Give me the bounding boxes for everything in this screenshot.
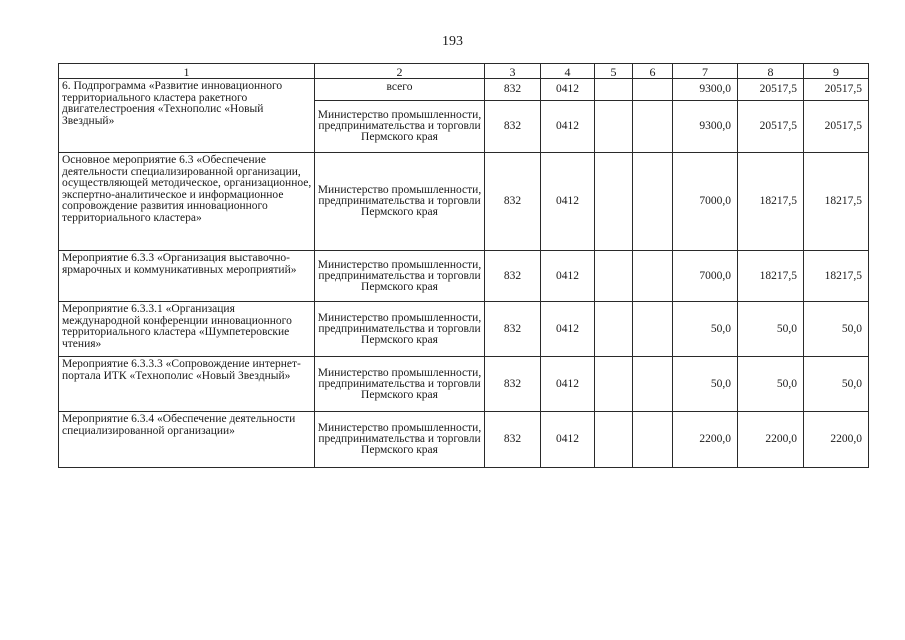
cell-c5: [595, 153, 633, 251]
cell-c6: [633, 357, 673, 412]
executor-cell: Министерство промышленности, предпринимательства и торговли Пермского края: [315, 101, 485, 153]
item-name-cell: Мероприятие 6.3.3 «Организация выставочно-ярмарочных и коммуникативных мероприятий»: [59, 251, 315, 302]
budget-table: [58, 63, 869, 468]
table-row: [59, 79, 869, 101]
column-header: 8: [738, 64, 804, 79]
column-header: 7: [673, 64, 738, 79]
cell-c9: 2200,0: [804, 412, 869, 468]
cell-c8: 50,0: [738, 357, 804, 412]
cell-c6: [633, 79, 673, 101]
cell-c6: [633, 153, 673, 251]
executor-cell: Министерство промышленности, предпринимательства и торговли Пермского края: [315, 153, 485, 251]
cell-c3: 832: [485, 79, 541, 101]
cell-c3: 832: [485, 101, 541, 153]
executor-cell: Министерство промышленности, предпринимательства и торговли Пермского края: [315, 251, 485, 302]
cell-c7: 9300,0: [673, 79, 738, 101]
cell-c5: [595, 101, 633, 153]
table-row: [59, 251, 869, 302]
cell-c3: 832: [485, 302, 541, 357]
executor-cell: Министерство промышленности, предпринимательства и торговли Пермского края: [315, 302, 485, 357]
item-name-cell: Мероприятие 6.3.4 «Обеспечение деятельности специализированной организации»: [59, 412, 315, 468]
cell-c5: [595, 357, 633, 412]
table-row: [59, 153, 869, 251]
cell-c4: 0412: [541, 153, 595, 251]
cell-c5: [595, 251, 633, 302]
header-row: [59, 64, 869, 79]
executor-cell: Министерство промышленности, предпринимательства и торговли Пермского края: [315, 412, 485, 468]
cell-c8: 50,0: [738, 302, 804, 357]
cell-c8: 20517,5: [738, 101, 804, 153]
cell-c8: 18217,5: [738, 251, 804, 302]
column-header: 6: [633, 64, 673, 79]
cell-c4: 0412: [541, 251, 595, 302]
cell-c4: 0412: [541, 101, 595, 153]
cell-c7: 7000,0: [673, 153, 738, 251]
cell-c5: [595, 302, 633, 357]
item-name-cell: Мероприятие 6.3.3.3 «Сопровождение интернет-портала ИТК «Технополис «Новый Звездный»: [59, 357, 315, 412]
cell-c8: 20517,5: [738, 79, 804, 101]
column-header: 3: [485, 64, 541, 79]
cell-c3: 832: [485, 153, 541, 251]
cell-c7: 50,0: [673, 302, 738, 357]
cell-c6: [633, 412, 673, 468]
item-name-cell: Мероприятие 6.3.3.1 «Организация международной конференции инновационного территориального кластера «Шумпетеровские чтения»: [59, 302, 315, 357]
cell-c7: 2200,0: [673, 412, 738, 468]
cell-c9: 20517,5: [804, 101, 869, 153]
executor-cell: Министерство промышленности, предпринимательства и торговли Пермского края: [315, 357, 485, 412]
cell-c7: 50,0: [673, 357, 738, 412]
cell-c5: [595, 79, 633, 101]
cell-c3: 832: [485, 251, 541, 302]
item-name-cell: 6. Подпрограмма «Развитие инновационного территориального кластера ракетного двигателестроения «Технополис «Новый Звездный»: [59, 79, 315, 153]
cell-c9: 50,0: [804, 302, 869, 357]
column-header: 2: [315, 64, 485, 79]
column-header: 4: [541, 64, 595, 79]
table-row: [59, 302, 869, 357]
cell-c6: [633, 101, 673, 153]
cell-c9: 18217,5: [804, 251, 869, 302]
table-row: [59, 412, 869, 468]
column-header: 1: [59, 64, 315, 79]
item-name-cell: Основное мероприятие 6.3 «Обеспечение деятельности специализированной организации, осуществляющей методическое, организационное, экспертно-аналитическое и информационное сопровождение развития инновационного территориального кластера»: [59, 153, 315, 251]
cell-c9: 18217,5: [804, 153, 869, 251]
cell-c6: [633, 302, 673, 357]
cell-c5: [595, 412, 633, 468]
cell-c3: 832: [485, 357, 541, 412]
cell-c4: 0412: [541, 357, 595, 412]
cell-c4: 0412: [541, 302, 595, 357]
executor-cell: всего: [315, 79, 485, 101]
cell-c4: 0412: [541, 412, 595, 468]
cell-c7: 9300,0: [673, 101, 738, 153]
cell-c8: 2200,0: [738, 412, 804, 468]
table-row: [59, 357, 869, 412]
page-number: 193: [442, 34, 463, 49]
cell-c9: 20517,5: [804, 79, 869, 101]
cell-c3: 832: [485, 412, 541, 468]
cell-c7: 7000,0: [673, 251, 738, 302]
cell-c9: 50,0: [804, 357, 869, 412]
cell-c6: [633, 251, 673, 302]
column-header: 5: [595, 64, 633, 79]
cell-c8: 18217,5: [738, 153, 804, 251]
column-header: 9: [804, 64, 869, 79]
cell-c4: 0412: [541, 79, 595, 101]
